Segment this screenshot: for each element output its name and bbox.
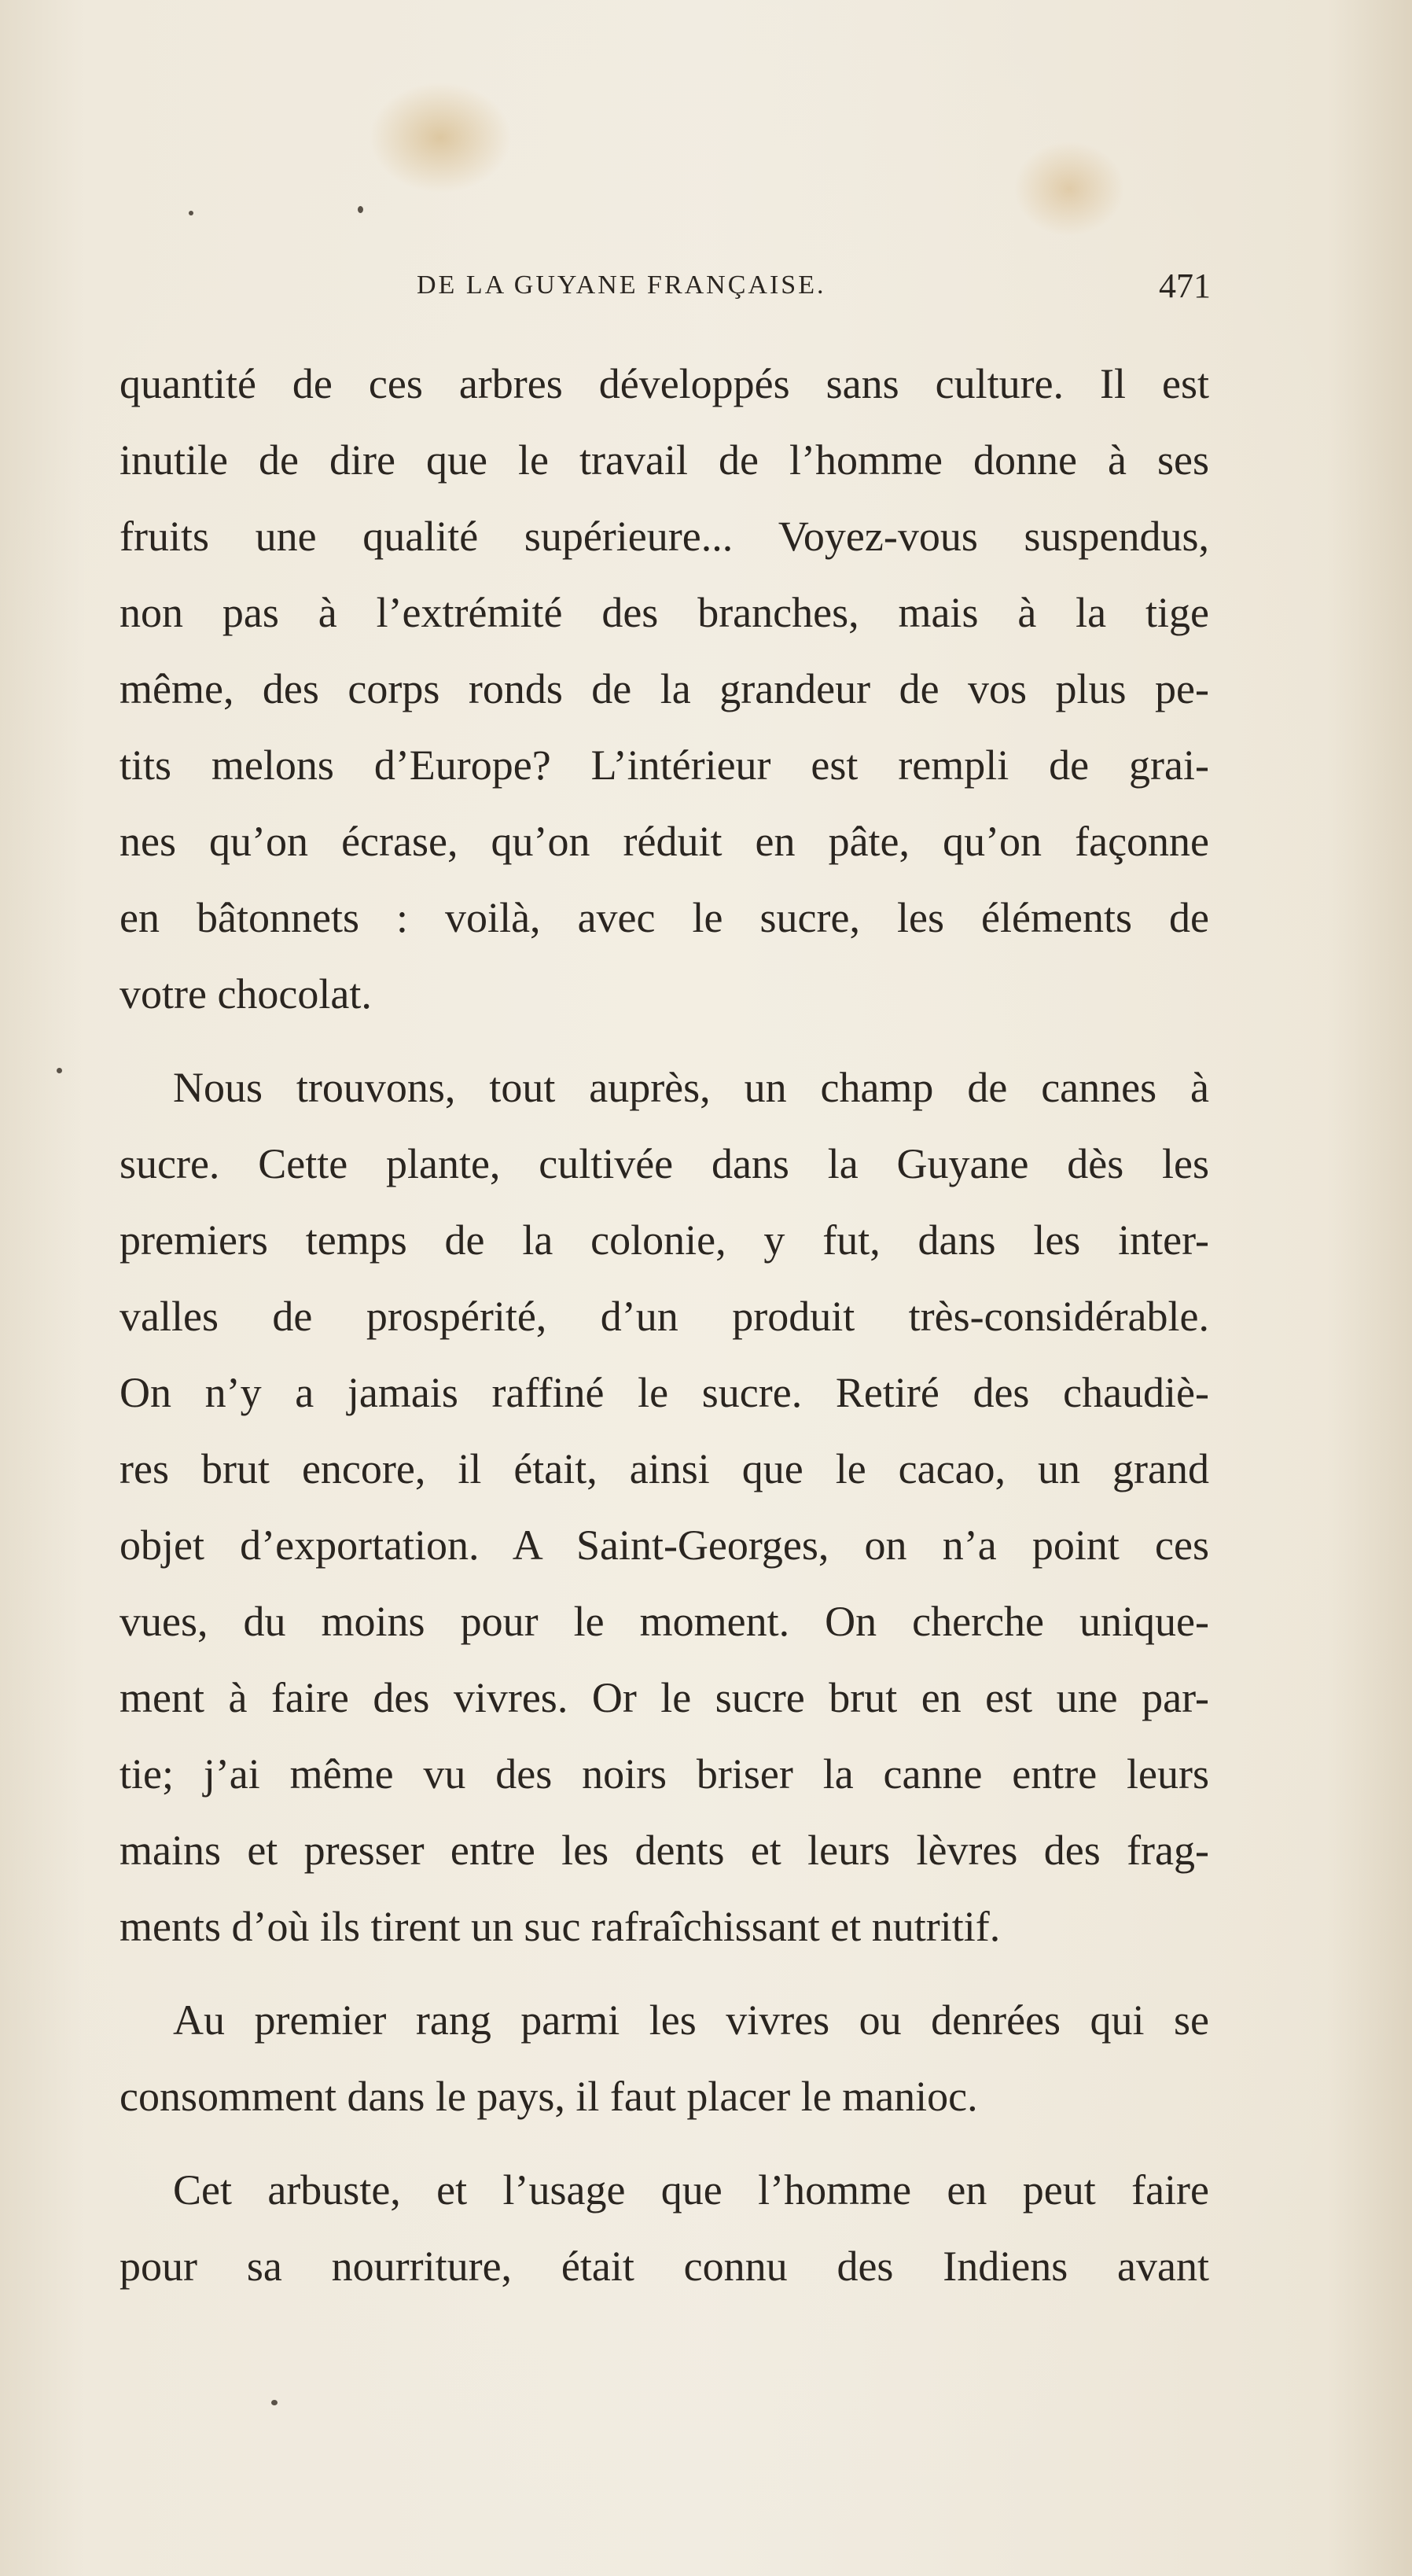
text-line: vues, du moins pour le moment. On cherche unique- <box>120 1598 1209 1645</box>
text-line: tie; j’ai même vu des noirs briser la canne entre leurs <box>120 1750 1209 1798</box>
paragraph <box>120 1982 1209 2135</box>
text-line: tits melons d’Europe? L’intérieur est rempli de grai- <box>120 742 1209 789</box>
text-line: Au premier rang parmi les vivres ou denrées qui se <box>173 1996 1209 2044</box>
text-line: objet d’exportation. A Saint-Georges, on n’a point ces <box>120 1522 1209 1569</box>
text-line: consomment dans le pays, il faut placer le manioc. <box>120 2073 978 2120</box>
ink-speck <box>271 2400 278 2405</box>
ink-speck <box>358 206 363 213</box>
running-head: DE LA GUYANE FRANÇAISE. <box>417 270 826 300</box>
text-line: quantité de ces arbres développés sans culture. Il est <box>120 360 1209 407</box>
text-line: Nous trouvons, tout auprès, un champ de cannes à <box>173 1064 1209 1111</box>
text-line: sucre. Cette plante, cultivée dans la Guyane dès les <box>120 1140 1209 1187</box>
text-line: premiers temps de la colonie, y fut, dans les inter- <box>120 1216 1209 1264</box>
paragraph <box>120 346 1209 1032</box>
text-line: fruits une qualité supérieure... Voyez-vous suspendus, <box>120 513 1209 560</box>
paragraph <box>120 2152 1209 2305</box>
body-text <box>120 346 1209 2305</box>
text-line: valles de prospérité, d’un produit très-considérable. <box>120 1293 1209 1340</box>
text-line: nes qu’on écrase, qu’on réduit en pâte, qu’on façonne <box>120 818 1209 865</box>
text-line: res brut encore, il était, ainsi que le cacao, un grand <box>120 1445 1209 1492</box>
text-line: On n’y a jamais raffiné le sucre. Retiré des chaudiè- <box>120 1369 1209 1416</box>
text-line: même, des corps ronds de la grandeur de vos plus pe- <box>120 665 1209 712</box>
ink-speck <box>189 211 193 215</box>
page-header <box>102 267 1211 318</box>
text-line: votre chocolat. <box>120 970 372 1018</box>
text-line: ments d’où ils tirent un suc rafraîchissant et nutritif. <box>120 1903 1001 1950</box>
text-line: en bâtonnets : voilà, avec le sucre, les éléments de <box>120 894 1209 941</box>
ink-speck <box>57 1068 62 1073</box>
text-line: inutile de dire que le travail de l’homme donne à ses <box>120 436 1209 484</box>
text-line: Cet arbuste, et l’usage que l’homme en peut faire <box>173 2166 1209 2214</box>
text-line: non pas à l’extrémité des branches, mais à la tige <box>120 589 1209 636</box>
text-line: mains et presser entre les dents et leurs lèvres des frag- <box>120 1827 1209 1874</box>
page-number: 471 <box>1159 267 1211 305</box>
text-line: ment à faire des vivres. Or le sucre brut en est une par- <box>120 1674 1209 1721</box>
text-line: pour sa nourriture, était connu des Indiens avant <box>120 2243 1209 2290</box>
paragraph <box>120 1050 1209 1965</box>
